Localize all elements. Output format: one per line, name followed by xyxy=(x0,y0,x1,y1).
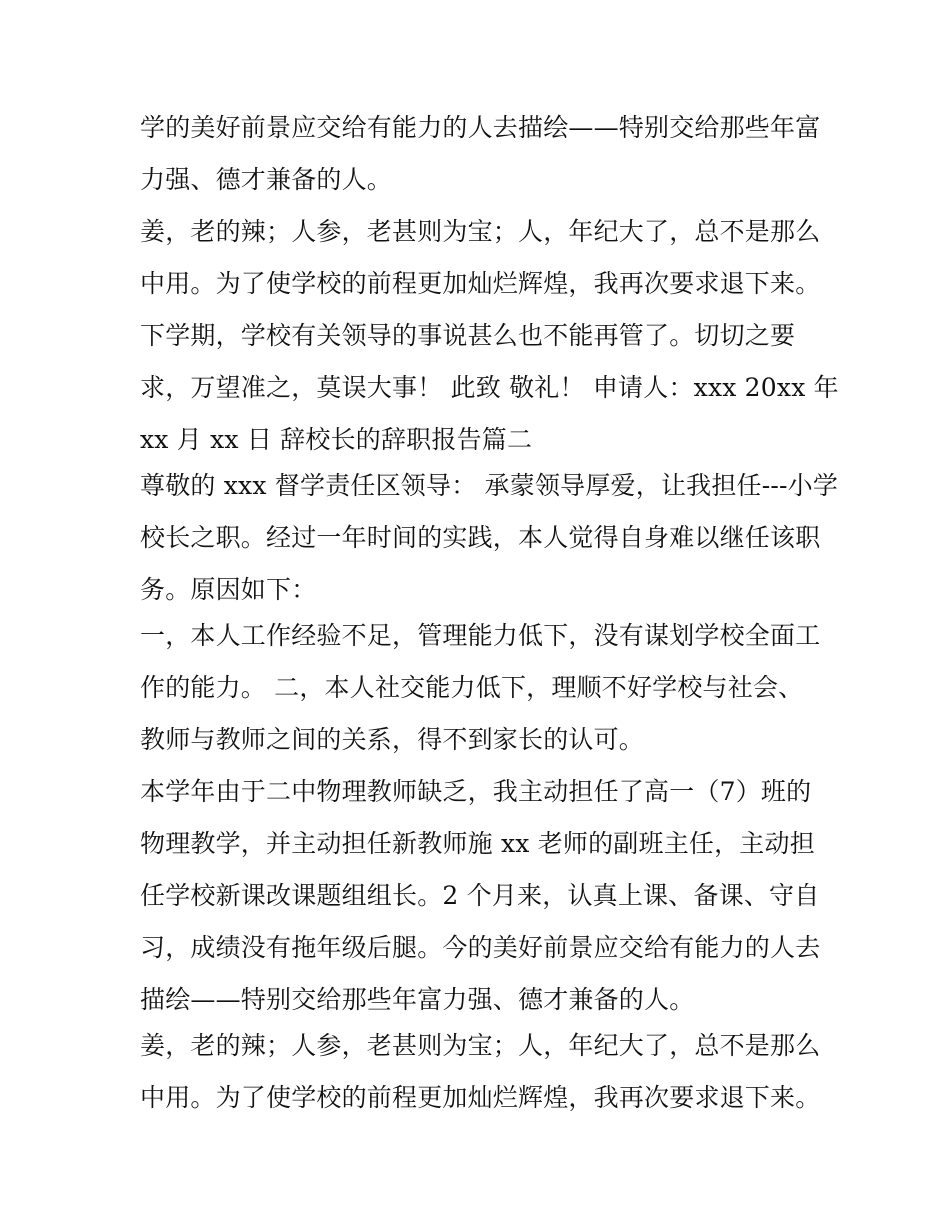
text-line: 作的能力。 二，本人社交能力低下，理顺不好学校与社会、 xyxy=(140,673,804,702)
text-line: 尊敬的 xxx 督学责任区领导： 承蒙领导厚爱，让我担任---小学 xyxy=(140,471,839,500)
text-line: 一，本人工作经验不足，管理能力低下，没有谋划学校全面工 xyxy=(140,621,821,650)
section-heading: xx 月 xx 日 辞校长的辞职报告篇二 xyxy=(140,425,533,454)
text-line: 姜，老的辣；人参，老甚则为宝；人，年纪大了，总不是那么 xyxy=(140,1031,821,1060)
text-line: 中用。为了使学校的前程更加灿烂辉煌，我再次要求退下来。 xyxy=(140,1083,821,1112)
text-line: 任学校新课改课题组组长。2 个月来，认真上课、备课、守自 xyxy=(140,881,820,910)
text-line: 务。原因如下： xyxy=(140,575,317,604)
text-line: 力强、德才兼备的人。 xyxy=(140,165,393,194)
text-line: 描绘——特别交给那些年富力强、德才兼备的人。 xyxy=(140,985,695,1014)
text-line: 教师与教师之间的关系，得不到家长的认可。 xyxy=(140,725,645,754)
text-line: 姜，老的辣；人参，老甚则为宝；人，年纪大了，总不是那么 xyxy=(140,217,821,246)
text-line: 本学年由于二中物理教师缺乏，我主动担任了高一（7）班的 xyxy=(140,777,812,806)
text-line: 校长之职。经过一年时间的实践，本人觉得自身难以继任该职 xyxy=(140,523,821,552)
text-line: 学的美好前景应交给有能力的人去描绘——特别交给那些年富 xyxy=(140,113,821,142)
text-line: 习，成绩没有拖年级后腿。今的美好前景应交给有能力的人去 xyxy=(140,933,821,962)
text-line: 下学期，学校有关领导的事说甚么也不能再管了。切切之要 xyxy=(140,321,796,350)
text-line: 求，万望准之，莫误大事！ 此致 敬礼！ 申请人：xxx 20xx 年 xyxy=(140,373,839,402)
text-line: 物理教学，并主动担任新教师施 xx 老师的副班主任，主动担 xyxy=(140,829,815,858)
text-line: 中用。为了使学校的前程更加灿烂辉煌，我再次要求退下来。 xyxy=(140,269,821,298)
